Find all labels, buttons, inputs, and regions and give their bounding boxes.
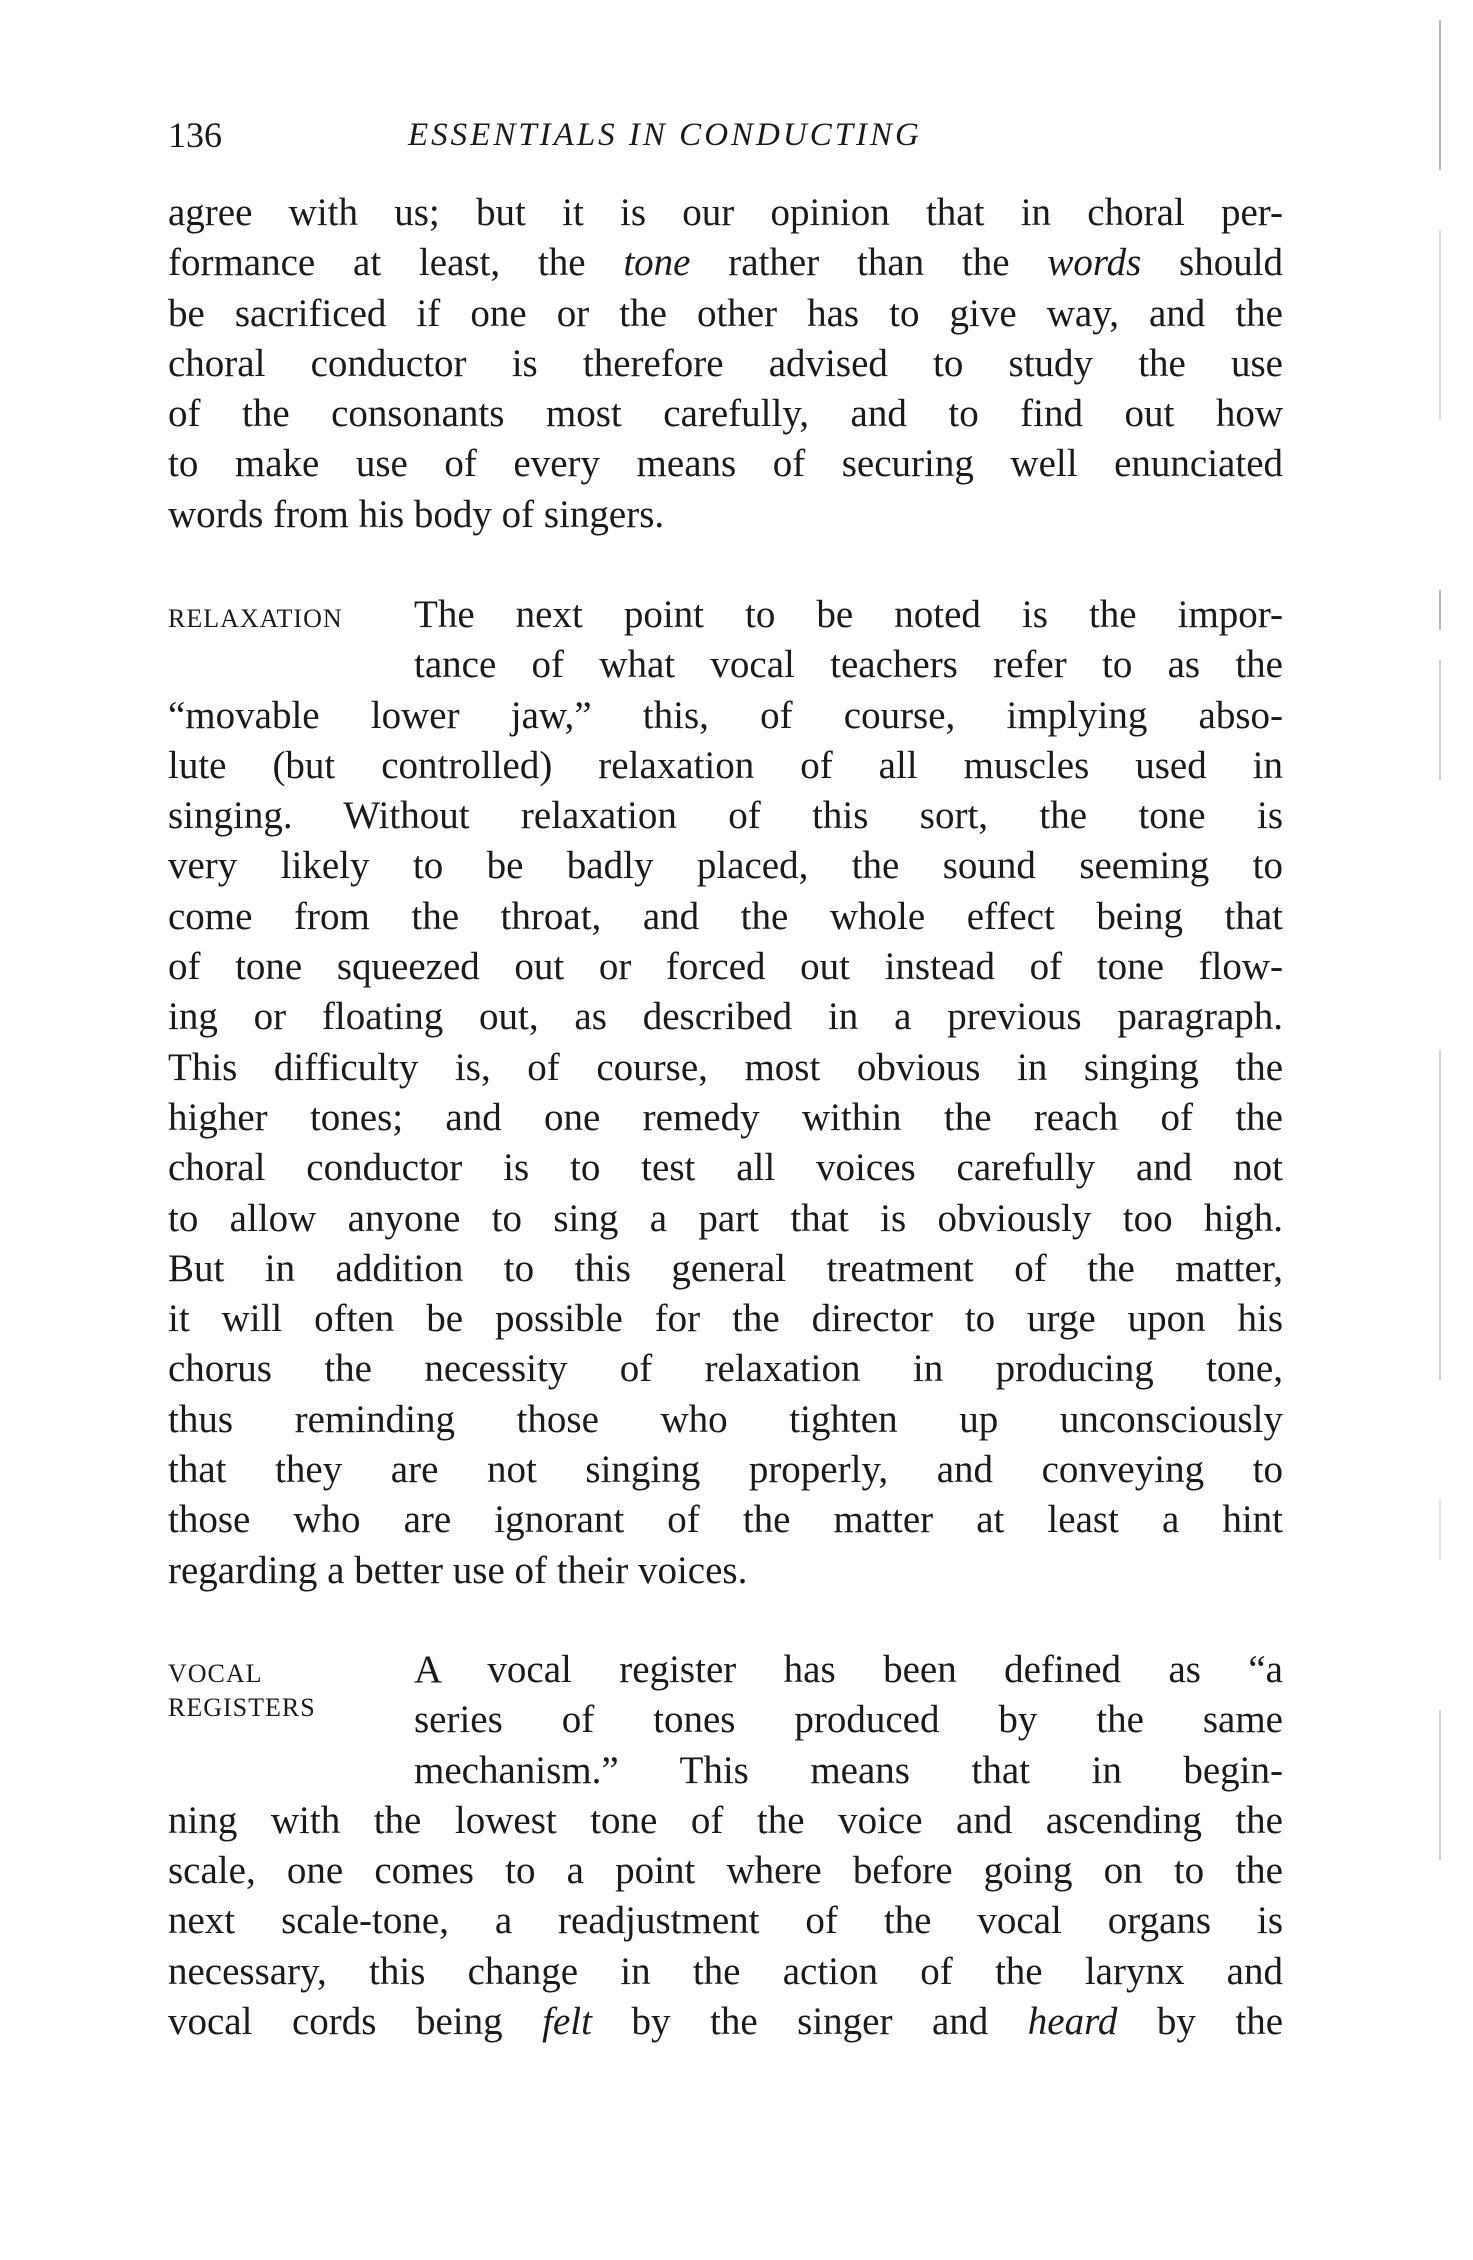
text-line: But in addition to this general treatment of the matter, (168, 1246, 1283, 1290)
text-line: higher tones; and one remedy within the reach of the (168, 1095, 1283, 1139)
scan-gutter-mark (1439, 230, 1441, 420)
sidehead-line: VOCAL (168, 1659, 263, 1688)
text-line: of the consonants most carefully, and to find out how (168, 392, 1283, 436)
text-line: those who are ignorant of the matter at least a hint (168, 1498, 1283, 1542)
text-line: A vocal register has been defined as “a (414, 1648, 1283, 1691)
text-run: vocal cords being (168, 2000, 503, 2044)
paragraph-consonants (168, 188, 1283, 540)
text-line: scale, one comes to a point where before going on to the (168, 1849, 1283, 1893)
scan-gutter-mark (1439, 1710, 1441, 1860)
emphasis-words: words (1047, 241, 1142, 285)
text-line: be sacrificed if one or the other has to give way, and the (168, 291, 1283, 335)
sidehead-relaxation: RELAXATION (168, 604, 343, 633)
text-line: mechanism.” This means that in begin- (414, 1748, 1283, 1792)
text-line: “movable lower jaw,” this, of course, implying abso- (168, 693, 1283, 737)
text-line: This difficulty is, of course, most obvious in singing the (168, 1045, 1283, 1089)
paragraph-vocal-registers (168, 1645, 1283, 2047)
text-line: words from his body of singers. (168, 492, 665, 536)
scan-gutter-mark (1439, 590, 1441, 630)
text-line: to allow anyone to sing a part that is obviously too high. (168, 1196, 1283, 1240)
scan-gutter-mark (1439, 1500, 1441, 1560)
text-line: tance of what vocal teachers refer to as the (414, 643, 1283, 687)
emphasis-tone: tone (623, 241, 691, 285)
paragraph-relaxation (168, 590, 1283, 1596)
text-line: singing. Without relaxation of this sort, the tone is (168, 794, 1283, 838)
text-line (168, 1997, 1283, 2047)
text-line: necessary, this change in the action of the larynx and (168, 1949, 1283, 1993)
text-line: very likely to be badly placed, the sound seeming to (168, 844, 1283, 888)
text-run: formance at least, the (168, 241, 586, 285)
emphasis-heard: heard (1027, 2000, 1118, 2044)
text-line: chorus the necessity of relaxation in producing tone, (168, 1347, 1283, 1391)
text-line: choral conductor is therefore advised to study the use (168, 341, 1283, 385)
text-run: should (1179, 241, 1284, 285)
running-head: ESSENTIALS IN CONDUCTING (408, 117, 922, 153)
scan-gutter-mark (1439, 1050, 1441, 1380)
text-run: by the singer and (631, 2000, 989, 2044)
text-run: by the (1156, 2000, 1284, 2044)
text-line: regarding a better use of their voices. (168, 1548, 748, 1592)
scan-gutter-mark (1439, 660, 1441, 780)
page-number: 136 (168, 115, 222, 155)
text-line: it will often be possible for the director to urge upon his (168, 1297, 1283, 1341)
text-line (168, 238, 1283, 288)
scan-gutter-mark (1439, 20, 1441, 170)
text-line: come from the throat, and the whole effect being that (168, 894, 1283, 938)
emphasis-felt: felt (542, 2000, 592, 2044)
text-line: of tone squeezed out or forced out instead of tone flow- (168, 945, 1283, 989)
text-line: to make use of every means of securing well enunciated (168, 442, 1283, 486)
text-line: that they are not singing properly, and conveying to (168, 1448, 1283, 1492)
text-line: ing or floating out, as described in a previous paragraph. (168, 995, 1283, 1039)
text-line: series of tones produced by the same (414, 1698, 1283, 1742)
text-line: choral conductor is to test all voices carefully and not (168, 1146, 1283, 1190)
text-line: agree with us; but it is our opinion that in choral per- (168, 191, 1283, 234)
text-line: lute (but controlled) relaxation of all muscles used in (168, 743, 1283, 787)
text-run: rather than the (728, 241, 1010, 285)
text-line: ning with the lowest tone of the voice and ascending the (168, 1798, 1283, 1842)
sidehead-line: REGISTERS (168, 1693, 316, 1722)
text-line: The next point to be noted is the impor- (414, 593, 1283, 636)
page-header (168, 110, 1283, 160)
text-line: thus reminding those who tighten up unconsciously (168, 1397, 1283, 1441)
text-line: next scale-tone, a readjustment of the vocal organs is (168, 1899, 1283, 1943)
